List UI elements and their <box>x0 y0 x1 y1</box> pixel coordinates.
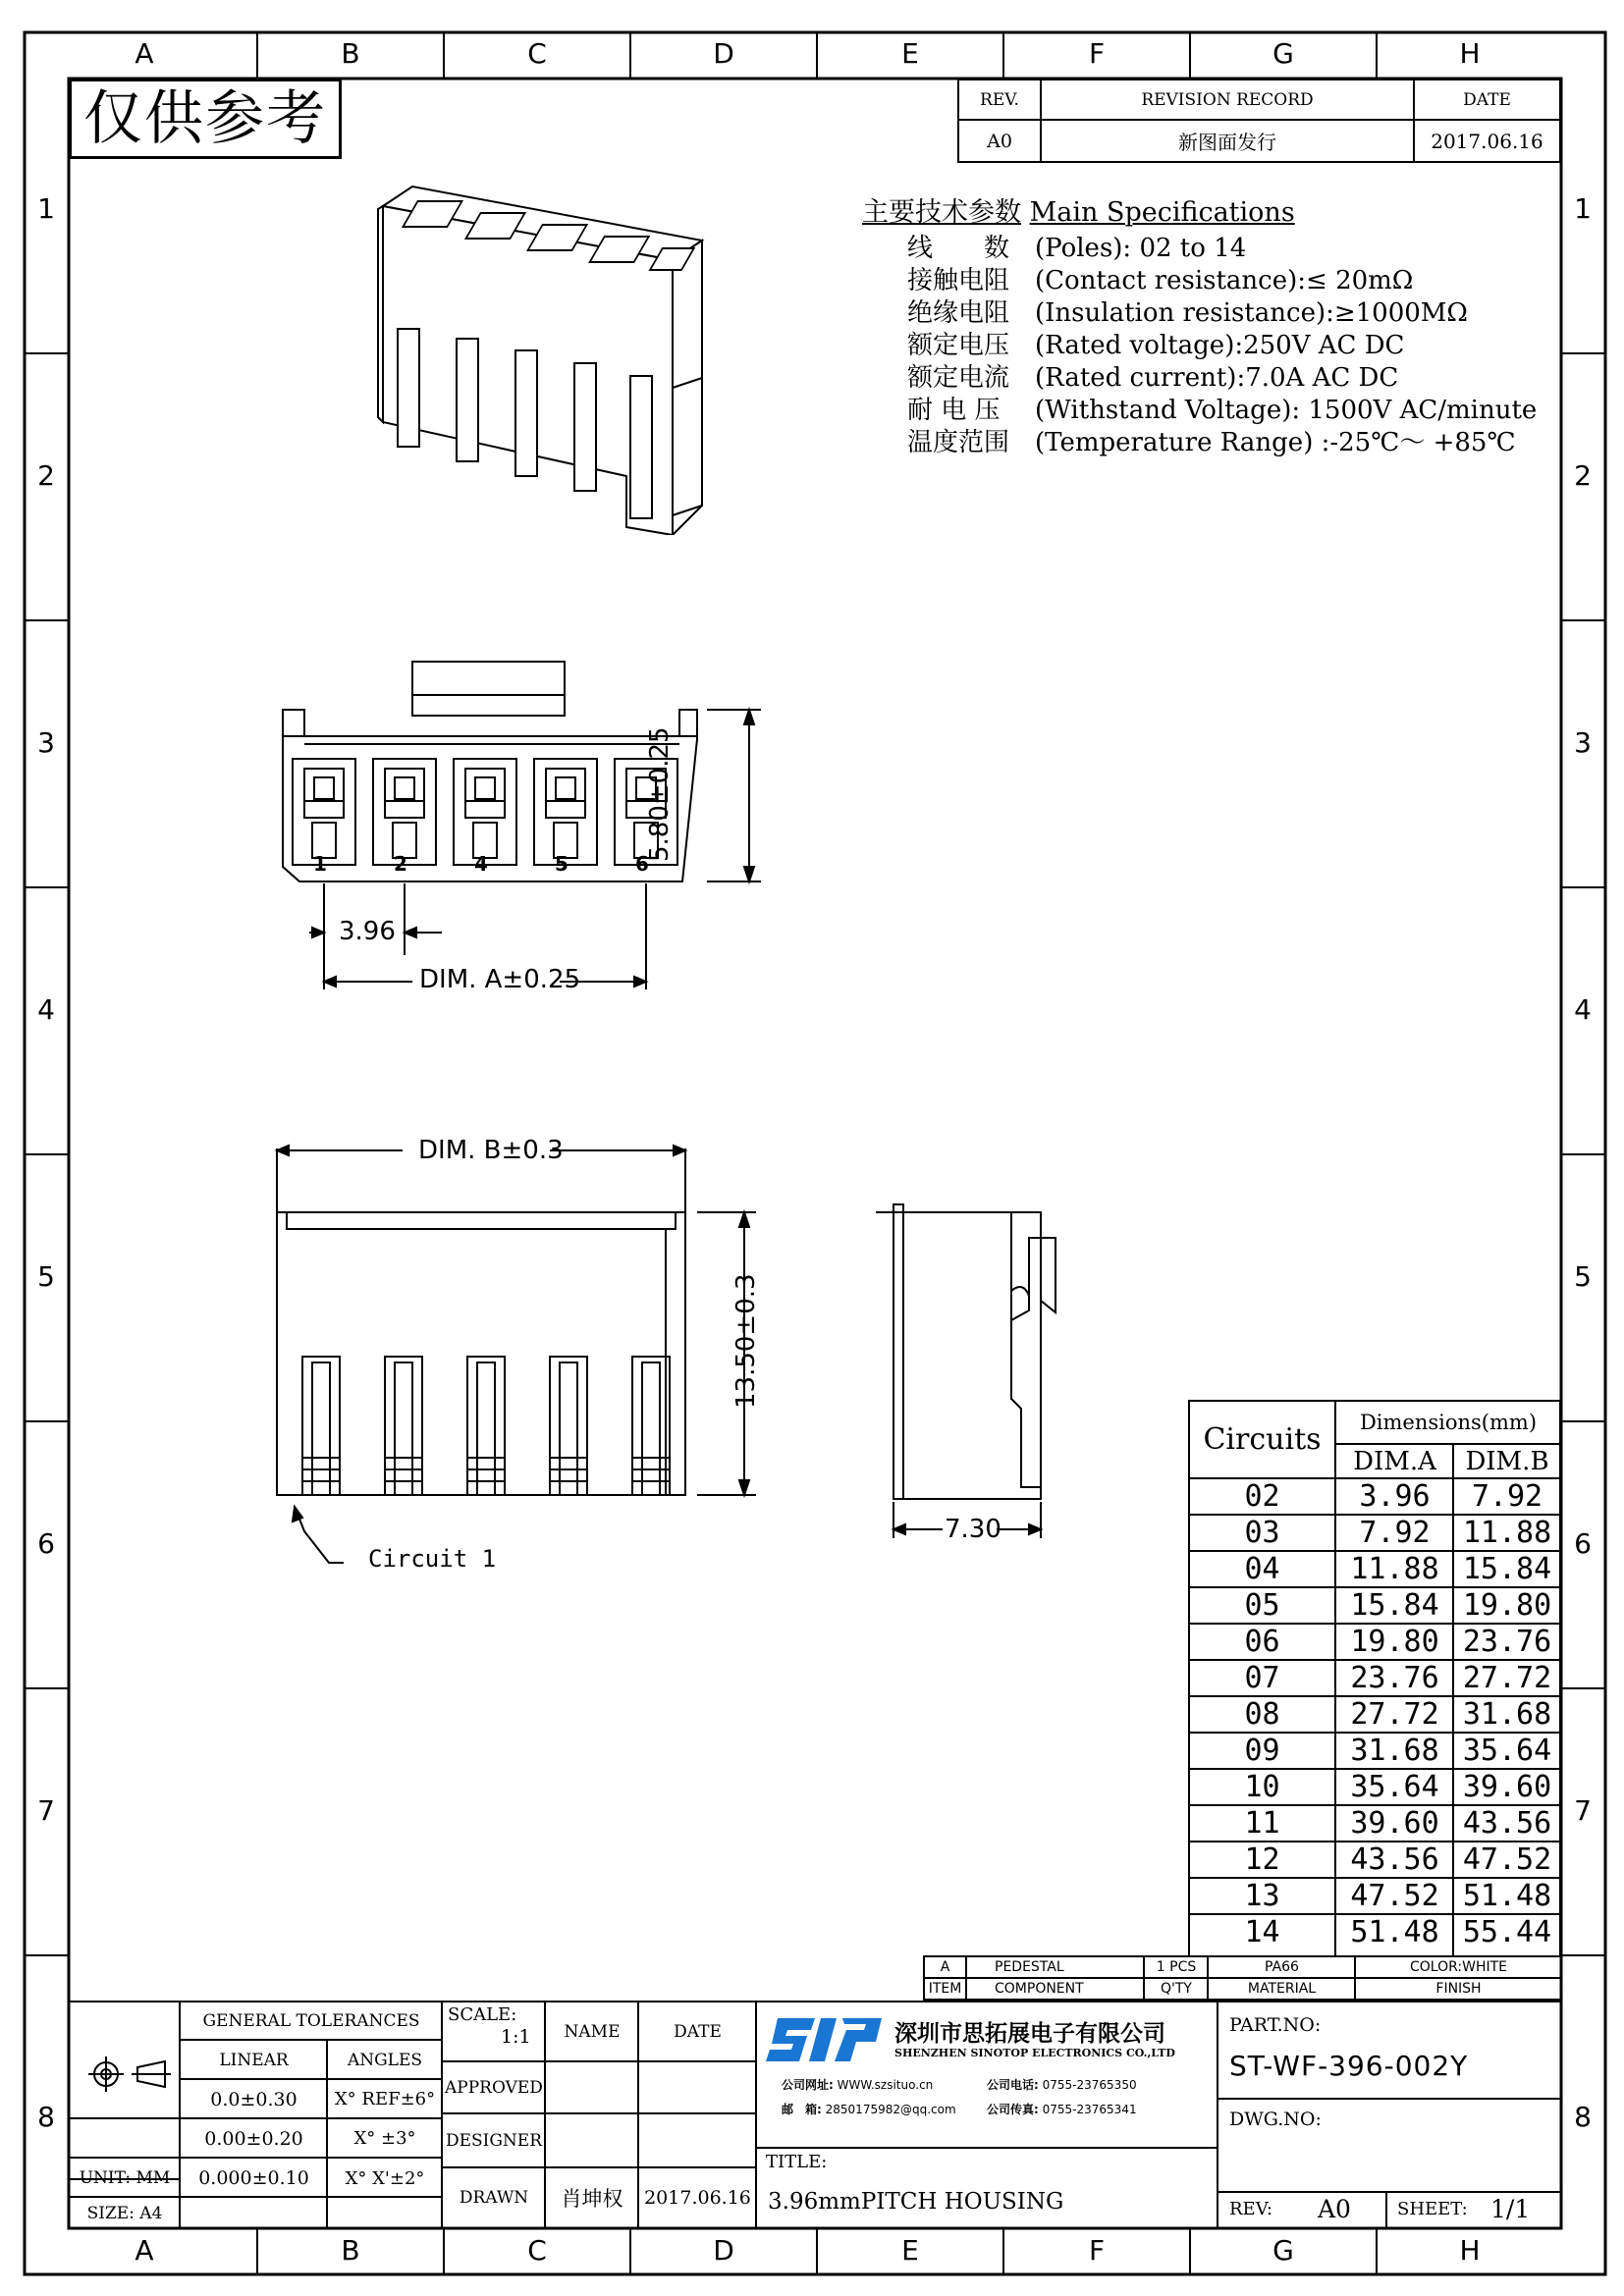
grid-col-label: E <box>901 2234 919 2267</box>
tolerance-angle: X° X'±2° <box>345 2167 425 2189</box>
specs-title <box>862 190 1295 229</box>
company-logo <box>764 2012 890 2067</box>
circuit-count: 02 <box>1244 1478 1280 1514</box>
spec-item-en: (Rated current):7.0A AC DC <box>1035 363 1399 393</box>
spec-item <box>907 293 1468 329</box>
dwg-no-label: DWG.NO: <box>1229 2109 1322 2130</box>
circuit-count: 07 <box>1244 1660 1280 1695</box>
spec-item-zh: 额定电流 <box>907 363 1010 393</box>
side-view <box>864 1202 1080 1556</box>
dim-a-value: 43.56 <box>1350 1842 1439 1877</box>
grid-row-label: 8 <box>1574 2101 1592 2133</box>
drawn-date: 2017.06.16 <box>644 2187 751 2209</box>
circuit-count: 03 <box>1244 1515 1280 1550</box>
drawn-name: 肖坤权 <box>561 2187 623 2211</box>
specs-list <box>907 228 1555 463</box>
grid-col-label: G <box>1272 37 1294 70</box>
rev-value: A0 <box>1318 2195 1351 2223</box>
dim-b-header: DIM.B <box>1465 1446 1549 1476</box>
circuit-count: 08 <box>1244 1696 1280 1732</box>
circuit-count: 13 <box>1244 1878 1280 1913</box>
dim-b-value: 7.92 <box>1471 1478 1543 1514</box>
spec-item-en: (Contact resistance):≤ 20mΩ <box>1035 266 1414 295</box>
phone-value: 0755-23765350 <box>1042 2078 1137 2092</box>
pin-label: 2 <box>394 852 407 876</box>
grid-col-label: E <box>901 37 919 70</box>
circuit-count: 12 <box>1244 1842 1280 1877</box>
grid-row-label: 8 <box>37 2101 55 2133</box>
spec-item <box>907 390 1537 426</box>
bottom-view <box>265 1139 776 1580</box>
grid-col-label: C <box>527 2234 547 2267</box>
dim-a-value: 35.64 <box>1350 1769 1439 1804</box>
pin-label: 1 <box>313 852 327 876</box>
revision-header-rev: REV. <box>980 89 1019 110</box>
front-view <box>275 656 785 1009</box>
grid-row-label: 5 <box>37 1260 55 1293</box>
revision-rev: A0 <box>987 130 1012 152</box>
dim-b-value: 15.84 <box>1462 1551 1552 1586</box>
bom-item: A <box>940 1959 950 1975</box>
spec-item <box>907 228 1246 264</box>
circuit-count: 04 <box>1244 1551 1280 1586</box>
unit-label: UNIT: MM <box>79 2168 171 2188</box>
size-label: SIZE: A4 <box>86 2203 163 2223</box>
part-number: ST-WF-396-002Y <box>1229 2050 1469 2082</box>
revision-header-date: DATE <box>1463 89 1511 110</box>
spec-item <box>907 325 1404 361</box>
grid-col-label: F <box>1088 2234 1106 2267</box>
spec-item-zh: 温度范围 <box>907 428 1010 457</box>
dim-b-value: 39.60 <box>1462 1769 1552 1804</box>
dim-a-value: 31.68 <box>1350 1733 1439 1768</box>
general-tolerances-label: GENERAL TOLERANCES <box>202 2010 420 2031</box>
grid-row-label: 2 <box>37 459 55 492</box>
bom-finish: COLOR:WHITE <box>1409 1959 1508 1975</box>
scale-value: 1:1 <box>501 2026 531 2048</box>
tolerance-linear: 0.00±0.20 <box>204 2127 303 2150</box>
angles-label: ANGLES <box>347 2050 423 2070</box>
approved-label: APPROVED <box>445 2078 543 2098</box>
dim-a-value: 3.96 <box>1359 1478 1431 1514</box>
bom-material: PA66 <box>1265 1959 1299 1975</box>
grid-col-label: D <box>713 2234 734 2267</box>
grid-col-label: F <box>1088 37 1106 70</box>
date-header: DATE <box>674 2021 722 2042</box>
grid-row-label: 5 <box>1574 1260 1592 1293</box>
dimensions-header: Dimensions(mm) <box>1359 1411 1538 1434</box>
spec-item-en: (Temperature Range) :-25℃～ +85℃ <box>1035 428 1516 457</box>
dim-a-value: 19.80 <box>1350 1624 1439 1659</box>
dim-b-value: 19.80 <box>1462 1587 1552 1623</box>
dim-a-header: DIM.A <box>1353 1446 1436 1476</box>
email-label: 邮 箱: <box>782 2103 822 2116</box>
grid-col-label: A <box>135 37 154 70</box>
circuit-count: 09 <box>1244 1733 1280 1768</box>
sheet-label: SHEET: <box>1397 2199 1468 2219</box>
dim-a-label: DIM. A±0.25 <box>419 965 581 994</box>
dim-a-value: 15.84 <box>1350 1587 1439 1623</box>
spec-item <box>907 422 1516 458</box>
grid-col-label: D <box>713 37 734 70</box>
tolerance-linear: 0.000±0.10 <box>198 2167 309 2189</box>
tolerance-angle: X° REF±6° <box>334 2089 436 2109</box>
pin-label: 6 <box>635 852 649 876</box>
grid-row-label: 3 <box>1574 726 1592 759</box>
grid-row-label: 4 <box>37 993 55 1026</box>
dim-b-value: 43.56 <box>1462 1805 1552 1841</box>
name-header: NAME <box>564 2021 621 2042</box>
dim-b-value: 35.64 <box>1462 1733 1552 1768</box>
spec-item-en: (Poles): 02 to 14 <box>1035 234 1247 263</box>
grid-col-label: C <box>527 37 547 70</box>
dim-a-value: 7.92 <box>1359 1515 1431 1550</box>
circuit-count: 11 <box>1244 1805 1280 1841</box>
spec-item <box>907 357 1398 394</box>
title-label: TITLE: <box>766 2152 828 2172</box>
grid-col-label: A <box>135 2234 154 2267</box>
dim-b-value: 47.52 <box>1462 1842 1552 1877</box>
tolerance-angle: X° ±3° <box>353 2128 416 2149</box>
drawn-label: DRAWN <box>459 2188 529 2208</box>
designer-label: DESIGNER <box>445 2131 543 2151</box>
scale-label: SCALE: <box>448 2004 517 2025</box>
specs-title-en: Main Specifications <box>1029 197 1295 228</box>
isometric-view <box>373 182 736 535</box>
grid-row-label: 1 <box>1574 192 1592 225</box>
spec-item-zh: 线 数 <box>907 234 1010 263</box>
circuits-header: Circuits <box>1203 1422 1322 1457</box>
email-value: 2850175982@qq.com <box>825 2103 956 2116</box>
company-name-en: SHENZHEN SINOTOP ELECTRONICS CO.,LTD <box>894 2047 1175 2059</box>
dim-b-value: 27.72 <box>1462 1660 1552 1695</box>
bom-component: PEDESTAL <box>995 1959 1064 1975</box>
circuit-count: 14 <box>1244 1914 1280 1949</box>
bom-qty: 1 PCS <box>1156 1959 1197 1975</box>
website-value: WWW.szsituo.cn <box>837 2078 934 2092</box>
dim-a-value: 47.52 <box>1350 1878 1439 1913</box>
dim-b-value: 11.88 <box>1462 1515 1552 1550</box>
rev-label: REV: <box>1229 2199 1272 2219</box>
fax-value: 0755-23765341 <box>1042 2103 1137 2116</box>
bom-header-item: ITEM <box>928 1981 962 1997</box>
revision-header-record: REVISION RECORD <box>1141 89 1314 110</box>
front-height-dimension: 5.80±0.25 <box>645 726 675 862</box>
tolerance-linear: 0.0±0.30 <box>210 2088 298 2110</box>
dim-b-value: 31.68 <box>1462 1696 1552 1732</box>
spec-item <box>907 260 1413 296</box>
company-website-row <box>782 2076 933 2093</box>
grid-row-label: 2 <box>1574 459 1592 492</box>
spec-item-en: (Insulation resistance):≥1000MΩ <box>1035 298 1468 328</box>
company-fax-row <box>987 2101 1137 2117</box>
spec-item-en: (Withstand Voltage): 1500V AC/minute <box>1035 396 1538 425</box>
bom-header-material: MATERIAL <box>1247 1981 1317 1997</box>
grid-col-label: H <box>1459 2234 1481 2267</box>
grid-row-label: 7 <box>37 1794 55 1827</box>
pitch-dimension: 3.96 <box>339 917 396 946</box>
pin-label: 5 <box>555 852 568 876</box>
grid-row-label: 3 <box>37 726 55 759</box>
dim-b-label: DIM. B±0.3 <box>418 1136 564 1165</box>
spec-item-zh: 额定电压 <box>907 331 1010 360</box>
grid-col-label: H <box>1459 37 1481 70</box>
grid-col-label: G <box>1272 2234 1294 2267</box>
spec-item-zh: 绝缘电阻 <box>907 298 1010 328</box>
bom-header-finish: FINISH <box>1435 1981 1482 1997</box>
spec-item-zh: 接触电阻 <box>907 266 1010 295</box>
grid-col-label: B <box>341 2234 360 2267</box>
circuit-count: 10 <box>1244 1769 1280 1804</box>
dim-a-value: 39.60 <box>1350 1805 1439 1841</box>
spec-item-zh: 耐 电 压 <box>907 396 1001 425</box>
website-label: 公司网址: <box>782 2078 834 2092</box>
reference-only-stamp: 仅供参考 <box>69 79 342 159</box>
grid-col-label: B <box>341 37 360 70</box>
bom-header-qty: Q'TY <box>1161 1981 1192 1997</box>
grid-row-label: 6 <box>37 1527 55 1560</box>
spec-item-en: (Rated voltage):250V AC DC <box>1035 331 1405 360</box>
bottom-height-dimension: 13.50±0.3 <box>731 1273 761 1409</box>
linear-label: LINEAR <box>219 2050 289 2070</box>
dim-b-value: 51.48 <box>1462 1878 1552 1913</box>
grid-row-label: 6 <box>1574 1527 1592 1560</box>
circuit-count: 06 <box>1244 1624 1280 1659</box>
company-phone-row <box>987 2076 1137 2093</box>
phone-label: 公司电话: <box>987 2078 1039 2092</box>
circuit-1-label: Circuit 1 <box>368 1545 497 1573</box>
dim-b-value: 55.44 <box>1462 1914 1552 1949</box>
dim-b-value: 23.76 <box>1462 1624 1552 1659</box>
revision-record: 新图面发行 <box>1178 131 1276 154</box>
circuit-count: 05 <box>1244 1587 1280 1623</box>
specs-title-zh: 主要技术参数 <box>862 197 1021 228</box>
revision-date: 2017.06.16 <box>1431 129 1543 153</box>
dim-a-value: 23.76 <box>1350 1660 1439 1695</box>
dim-a-value: 11.88 <box>1350 1551 1439 1586</box>
drawing-title: 3.96mmPITCH HOUSING <box>768 2189 1064 2215</box>
bom-header-component: COMPONENT <box>995 1981 1084 1997</box>
dim-a-value: 27.72 <box>1350 1696 1439 1732</box>
sheet-value: 1/1 <box>1490 2195 1531 2223</box>
grid-row-label: 4 <box>1574 993 1592 1026</box>
company-email-row <box>782 2101 956 2117</box>
dim-a-value: 51.48 <box>1350 1914 1439 1949</box>
side-width-dimension: 7.30 <box>945 1515 1001 1544</box>
part-no-label: PART.NO: <box>1229 2014 1322 2036</box>
grid-row-label: 1 <box>37 192 55 225</box>
fax-label: 公司传真: <box>987 2103 1039 2116</box>
company-name-zh: 深圳市思拓展电子有限公司 <box>894 2021 1165 2047</box>
pin-label: 4 <box>474 852 488 876</box>
grid-row-label: 7 <box>1574 1794 1592 1827</box>
